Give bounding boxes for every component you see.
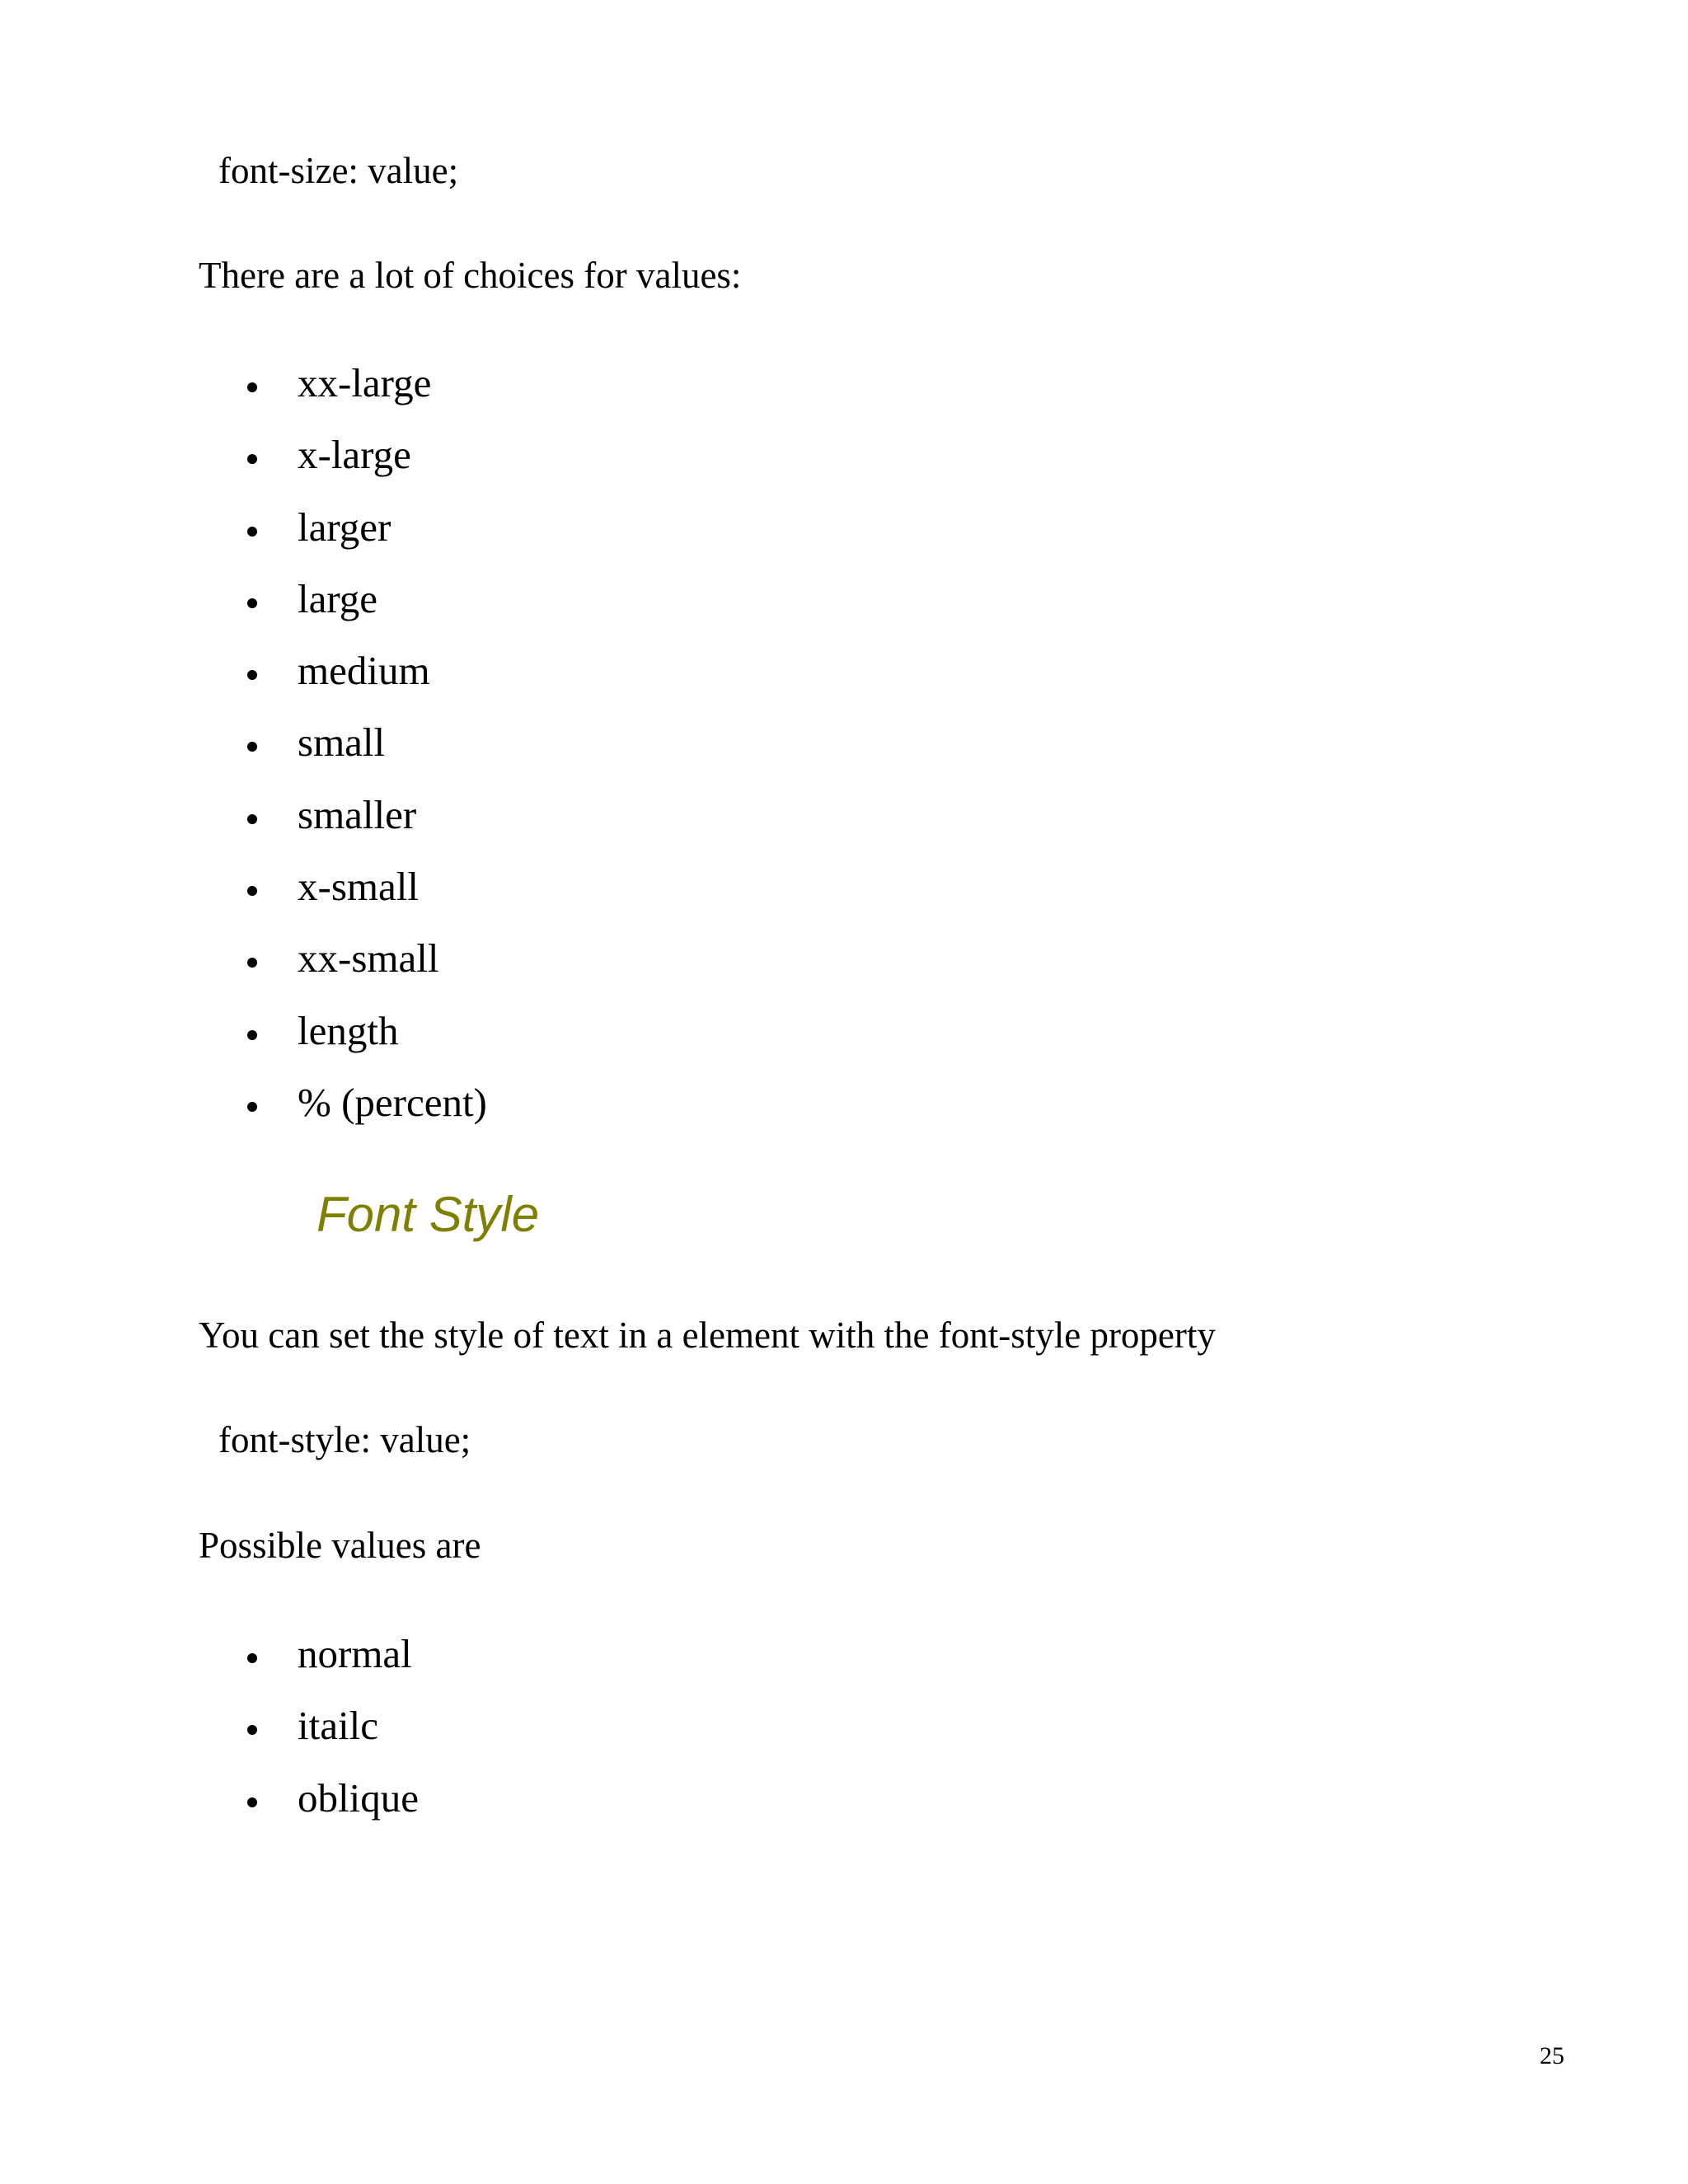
page-number: 25 xyxy=(1540,2042,1564,2069)
list-item-label: x-small xyxy=(298,864,419,910)
bullet-icon xyxy=(247,814,257,824)
bullet-icon xyxy=(247,382,257,392)
code-font-style-syntax: font-style: value; xyxy=(218,1419,471,1460)
bullet-icon xyxy=(247,527,257,537)
bullet-icon xyxy=(247,1725,257,1735)
bullet-icon xyxy=(247,1102,257,1112)
bullet-icon xyxy=(247,670,257,680)
list-item-label: normal xyxy=(298,1631,412,1676)
section-heading-font-style: Font Style xyxy=(316,1187,540,1242)
list-item-label: length xyxy=(298,1007,399,1053)
bullet-icon xyxy=(247,1653,257,1663)
list-item-label: x-large xyxy=(298,432,411,478)
list-item-label: small xyxy=(298,719,386,766)
bullet-icon xyxy=(247,598,257,608)
list-item-label: itailc xyxy=(298,1703,378,1749)
list-item-label: xx-large xyxy=(298,360,432,405)
list-item-label: large xyxy=(298,575,378,621)
bullet-icon xyxy=(247,886,257,896)
bullet-icon xyxy=(247,958,257,968)
code-font-size-syntax: font-size: value; xyxy=(218,150,459,191)
list-item-label: oblique xyxy=(298,1774,419,1821)
list-item-label: smaller xyxy=(298,791,417,837)
list-item-label: medium xyxy=(298,648,430,694)
font-style-intro-paragraph: You can set the style of text in a element with the font-style property xyxy=(199,1315,1216,1356)
bullet-icon xyxy=(247,454,257,464)
possible-values-paragraph: Possible values are xyxy=(199,1525,481,1566)
bullet-icon xyxy=(247,1030,257,1040)
list-item-label: xx-small xyxy=(298,935,439,982)
values-intro-paragraph: There are a lot of choices for values: xyxy=(199,255,742,296)
bullet-icon xyxy=(247,1797,257,1807)
list-item-label: larger xyxy=(298,504,392,550)
list-item-label: % (percent) xyxy=(298,1079,487,1125)
bullet-icon xyxy=(247,742,257,752)
